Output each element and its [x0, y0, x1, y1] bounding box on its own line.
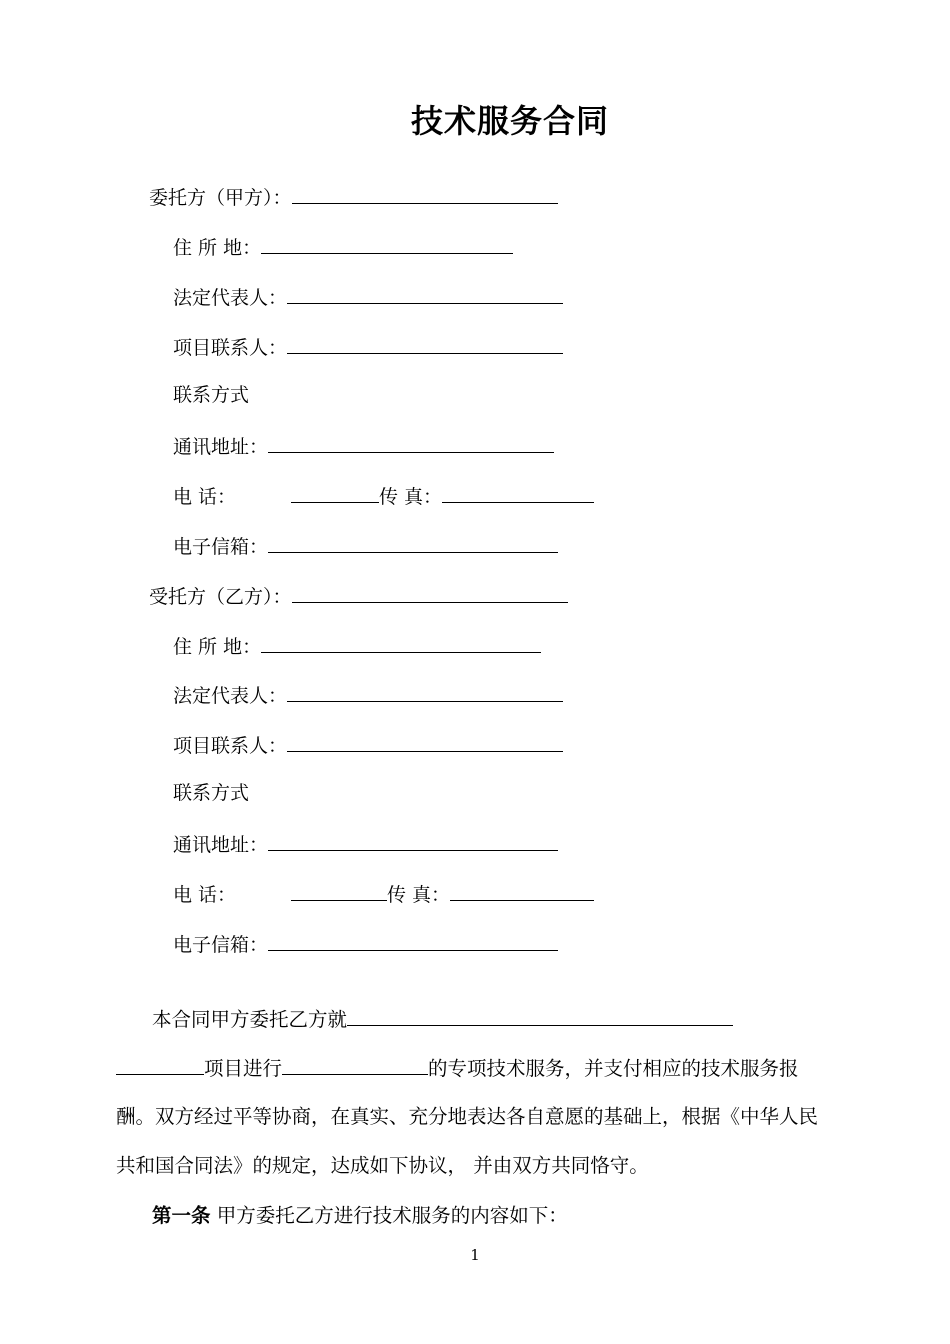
party-b-address-row: [173, 632, 541, 660]
party-b-fax-label: 传 真：: [387, 884, 451, 906]
article-1: [152, 1203, 872, 1229]
intro-line-3: 酬。双方经过平等协商，在真实、充分地表达各自意愿的基础上，根据《中华人民: [116, 1105, 819, 1128]
party-b-legal-rep-field[interactable]: [287, 681, 563, 702]
party-b-contact-person-row: [173, 731, 563, 759]
party-a-contact-info-label: 联系方式: [173, 384, 250, 406]
party-a-field[interactable]: [292, 183, 558, 204]
party-b-email-row: [173, 930, 558, 958]
intro-line-4: 共和国合同法》的规定，达成如下协议， 并由双方共同恪守。: [116, 1154, 649, 1177]
party-a-legal-rep-label: 法定代表人：: [173, 287, 288, 309]
party-a-address-row: [173, 233, 513, 261]
party-b-email-field[interactable]: [268, 930, 558, 951]
party-a-address-label: 住 所 地：: [173, 237, 262, 259]
party-b-phone-row: [173, 880, 594, 908]
party-b-email-label: 电子信箱：: [173, 934, 269, 956]
party-a-mail-address-label: 通讯地址：: [173, 436, 269, 458]
party-b-legal-rep-label: 法定代表人：: [173, 685, 288, 707]
intro-part-3: 的专项技术服务，并支付相应的技术服务报: [428, 1057, 799, 1080]
party-a-fax-label: 传 真：: [379, 486, 443, 508]
party-b-contact-person-field[interactable]: [287, 731, 563, 752]
article-1-text: 甲方委托乙方进行技术服务的内容如下：: [216, 1204, 568, 1227]
party-a-row: [149, 183, 558, 211]
party-a-phone-label: 电 话：: [173, 486, 237, 508]
party-a-phone-row: [173, 482, 594, 510]
party-a-mail-address-row: [173, 432, 554, 460]
intro-line-1: [152, 1005, 872, 1033]
party-b-label: 受托方（乙方）：: [149, 586, 292, 608]
party-a-legal-rep-field[interactable]: [287, 283, 563, 304]
party-a-phone-field[interactable]: [291, 482, 379, 503]
party-b-contact-person-label: 项目联系人：: [173, 735, 288, 757]
page-number: 1: [470, 1246, 480, 1264]
party-b-contact-info-label: 联系方式: [173, 782, 250, 804]
party-b-mail-address-field[interactable]: [268, 830, 558, 851]
party-a-email-label: 电子信箱：: [173, 536, 269, 558]
party-b-address-field[interactable]: [261, 632, 541, 653]
document-title: 技术服务合同: [410, 102, 609, 140]
party-a-label: 委托方（甲方）：: [149, 187, 292, 209]
service-type-field[interactable]: [282, 1054, 428, 1075]
party-a-email-field[interactable]: [268, 532, 558, 553]
project-name-field[interactable]: [116, 1054, 204, 1075]
party-b-phone-field[interactable]: [291, 880, 387, 901]
party-a-contact-person-row: [173, 333, 563, 361]
party-a-address-field[interactable]: [261, 233, 513, 254]
party-b-mail-address-row: [173, 830, 558, 858]
party-b-field[interactable]: [292, 582, 568, 603]
party-a-mail-address-field[interactable]: [268, 432, 554, 453]
party-a-email-row: [173, 532, 558, 560]
party-a-legal-rep-row: [173, 283, 563, 311]
service-subject-field[interactable]: [347, 1005, 733, 1026]
party-a-contact-person-field[interactable]: [287, 333, 563, 354]
party-b-phone-label: 电 话：: [173, 884, 237, 906]
party-b-fax-field[interactable]: [450, 880, 594, 901]
party-a-contact-person-label: 项目联系人：: [173, 337, 288, 359]
intro-part-2: 项目进行: [204, 1057, 283, 1080]
party-a-fax-field[interactable]: [442, 482, 594, 503]
party-b-legal-rep-row: [173, 681, 563, 709]
article-1-heading: 第一条: [152, 1204, 211, 1227]
party-b-address-label: 住 所 地：: [173, 636, 262, 658]
party-b-mail-address-label: 通讯地址：: [173, 834, 269, 856]
party-b-row: [149, 582, 568, 610]
intro-line-2: [116, 1054, 836, 1082]
intro-part-1: 本合同甲方委托乙方就: [152, 1008, 348, 1031]
